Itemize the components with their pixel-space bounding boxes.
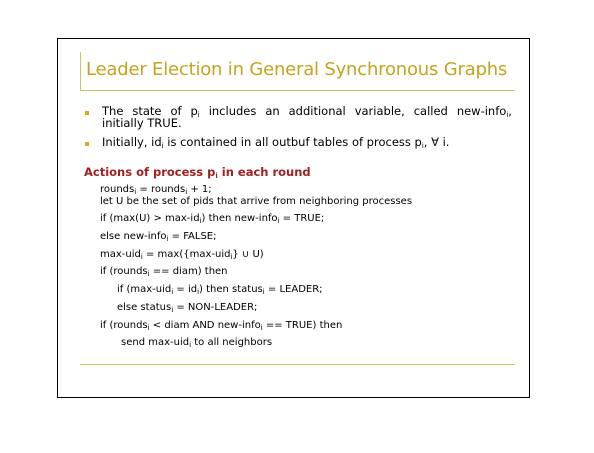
code-line-10: send max-uid$_i$ to all neighbors (121, 337, 273, 349)
title-accent-horizontal-line (80, 90, 515, 91)
word-new-info: new-info$_i$, (456, 104, 512, 119)
word: called (413, 104, 448, 118)
bullet-state-variable (102, 105, 512, 129)
code-line-3: if $(\max(U) > \max-id_i)$ then new-info$_i$ = TRUE; (100, 213, 325, 225)
code-line-8: else status$_i$ = NON-LEADER; (117, 302, 258, 314)
bullet-1-line-2: initially TRUE. (102, 116, 182, 130)
word: variable, (354, 104, 405, 118)
bullet-marker (85, 142, 89, 146)
code-line-7: if $(\max-uid_i = id_i)$ then status$_i$ = LEADER; (117, 284, 323, 296)
word: The (102, 104, 124, 118)
word-pi: $p_i$ (190, 104, 200, 119)
code-line-1: rounds$_i$ = rounds$_i$ + 1; (100, 184, 212, 196)
slide-title: Leader Election in General Synchronous Graphs (86, 59, 508, 80)
word: of (170, 104, 182, 118)
code-line-2: let U be the set of pids that arrive from neighboring processes (100, 196, 413, 207)
word: includes (208, 104, 257, 118)
code-line-4: else new-info$_i$ = FALSE; (100, 231, 217, 243)
code-line-6: if (rounds$_i$ == diam) then (100, 266, 228, 278)
code-line-9: if (rounds$_i$ < diam AND new-info$_i$ == TRUE) then (100, 320, 343, 332)
title-accent-vertical-line (80, 52, 81, 90)
word: state (132, 104, 162, 118)
word: an (265, 104, 280, 118)
word: additional (288, 104, 346, 118)
bullet-initial-id: Initially, $id_i$ is contained in all outbuf tables of process $p_i$, ∀ i. (102, 135, 450, 150)
code-line-5: max-uid$_i$ = max({max-uid$_i$} ∪ U) (100, 249, 264, 261)
actions-heading: Actions of process $p_i$ in each round (84, 165, 311, 180)
footer-accent-line (80, 364, 515, 365)
slide (57, 38, 530, 398)
bullet-marker (85, 111, 89, 115)
